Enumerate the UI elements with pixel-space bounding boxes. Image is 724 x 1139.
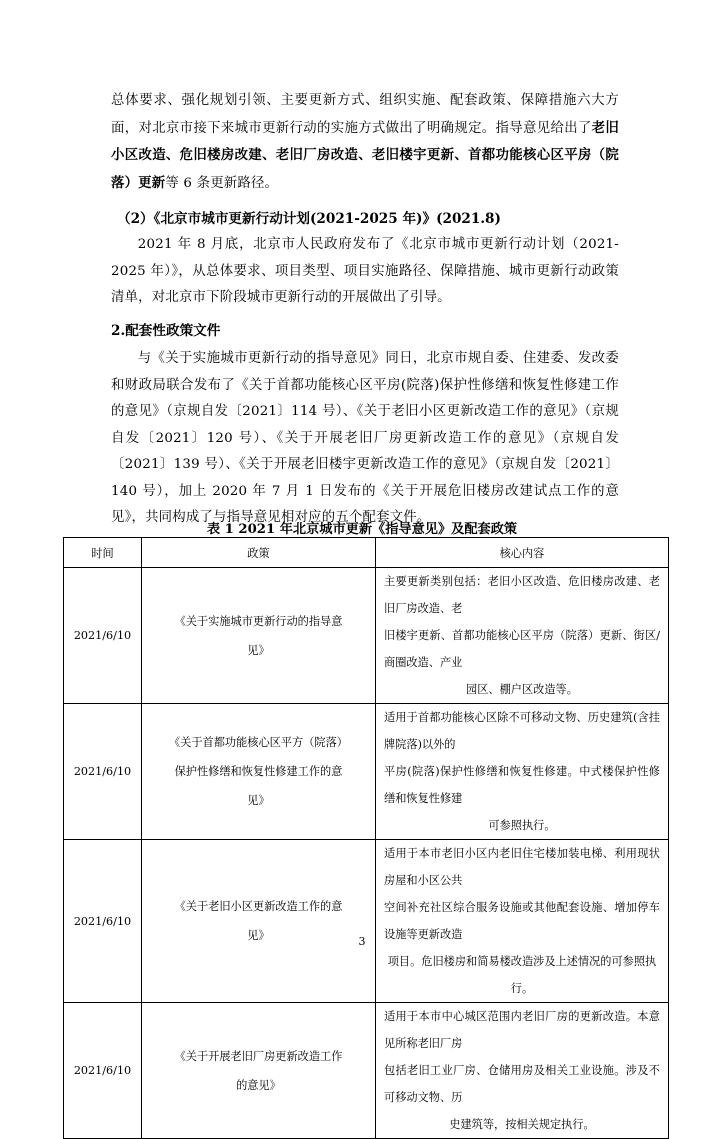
paragraph-supporting-policies: 与《关于实施城市更新行动的指导意见》同日，北京市规自委、住建委、发改委和财政局联合发布了《关于首都功能核心区平房(院落)保护性修缮和恢复性修建工作的意见》（京规自发〔2021〕114 号）、《关于老旧小区更新改造工作的意见》（京规自发〔2021〕120 号）、《关于开展老旧厂房更新改造工作的意见》（京规自发 〔2021〕139 号）、《关于开展老旧楼宇更新改造工作的意见》（京规自发〔2021〕140 号），加上 2020 年 7 月 1 日发布的《关于开展危旧楼房改建试点工作的意见》，共同构成了与指导意见相对应的五个配套文件。: [111, 351, 619, 525]
row-core-content: [376, 840, 669, 1003]
core-line: 项目。危旧楼房和简易楼改造涉及上述情况的可参照执行。: [387, 955, 657, 995]
table-caption: 表 1 2021 年北京城市更新《指导意见》及配套政策: [206, 522, 518, 537]
page-number: 3: [358, 935, 366, 948]
paragraph-overview: [111, 88, 619, 197]
row-policy: [142, 840, 376, 1003]
row-date: 2021/6/10: [64, 704, 142, 840]
core-line: 可参照执行。: [488, 819, 556, 832]
policy-line: 见》: [247, 794, 270, 807]
policy-line: 《关于开展老旧厂房更新改造工作: [174, 1049, 343, 1063]
section-heading-supporting-policies: 2.配套性政策文件: [111, 323, 221, 339]
row-core-content: [376, 704, 669, 840]
policy-line: 见》: [247, 643, 270, 657]
policy-line: 《关于首都功能核心区平方（院落）: [168, 736, 348, 749]
table-row: [64, 704, 669, 840]
row-policy: [142, 1003, 376, 1139]
core-line: 包括老旧工业厂房、仓储用房及相关工业设施。涉及不可移动文物、历: [384, 1064, 660, 1104]
header-policy: 政策: [142, 538, 376, 568]
policy-line: 《关于老旧小区更新改造工作的意: [174, 900, 343, 913]
table-row: [64, 568, 669, 704]
row-date: 2021/6/10: [64, 1003, 142, 1139]
row-core-content: [376, 1003, 669, 1139]
core-line: 适用于本市中心城区范围内老旧厂房的更新改造。本意见所称老旧厂房: [384, 1010, 660, 1050]
row-date: 2021/6/10: [64, 840, 142, 1003]
table-header-row: [64, 538, 669, 568]
table-row: [64, 1003, 669, 1139]
policy-table: [63, 537, 669, 1139]
row-date: 2021/6/10: [64, 568, 142, 704]
header-core: 核心内容: [376, 538, 669, 568]
core-line: 适用于本市老旧小区内老旧住宅楼加装电梯、利用现状房屋和小区公共: [384, 847, 660, 887]
para1-seg2: 等 6 条更新路径。: [165, 175, 279, 191]
core-line: 史建筑等，按相关规定执行。: [449, 1118, 595, 1131]
table-row: [64, 840, 669, 1003]
row-policy: [142, 568, 376, 704]
paragraph-action-plan: 2021 年 8 月底，北京市人民政府发布了《北京市城市更新行动计划（2021-2025 年）》，从总体要求、项目类型、项目实施路径、保障措施、城市更新行动政策清单，对北京市下阶段城市更新行动的开展做出了引导。: [111, 237, 619, 305]
policy-line: 见》: [247, 929, 270, 942]
row-core-content: [376, 568, 669, 704]
policy-line: 保护性修缮和恢复性修建工作的意: [174, 765, 343, 778]
para1-bold-paths: 老旧小区改造、危旧楼房改建、老旧厂房改造、老旧楼宇更新、首都功能核心区平房（院落）更新: [111, 119, 619, 191]
core-line: 园区、棚户区改造等。: [466, 683, 578, 696]
para1-seg0: 总体要求、强化规划引领、主要更新方式、组织实施、配套政策、保障措施六大方面，对北京市接下来城市更新行动的实施方式做出了明确规定。指导意见给出了: [111, 93, 619, 136]
policy-line: 《关于实施城市更新行动的指导意: [174, 614, 343, 628]
row-policy: [142, 704, 376, 840]
policy-line: 的意见》: [236, 1078, 281, 1092]
core-line: 空间补充社区综合服务设施或其他配套设施、增加停车设施等更新改造: [384, 901, 660, 941]
core-line: 旧楼宇更新、首都功能核心区平房（院落）更新、街区/商圈改造、产业: [384, 629, 660, 669]
core-line: 适用于首都功能核心区除不可移动文物、历史建筑(含挂牌院落)以外的: [384, 711, 660, 751]
section-heading-action-plan: （2）《北京市城市更新行动计划(2021-2025 年)》(2021.8): [117, 211, 501, 227]
core-line: 主要更新类别包括：老旧小区改造、危旧楼房改建、老旧厂房改造、老: [384, 575, 660, 615]
core-line: 平房(院落)保护性修缮和恢复性修建。中式楼保护性修缮和恢复性修建: [384, 765, 660, 805]
header-date: 时间: [64, 538, 142, 568]
